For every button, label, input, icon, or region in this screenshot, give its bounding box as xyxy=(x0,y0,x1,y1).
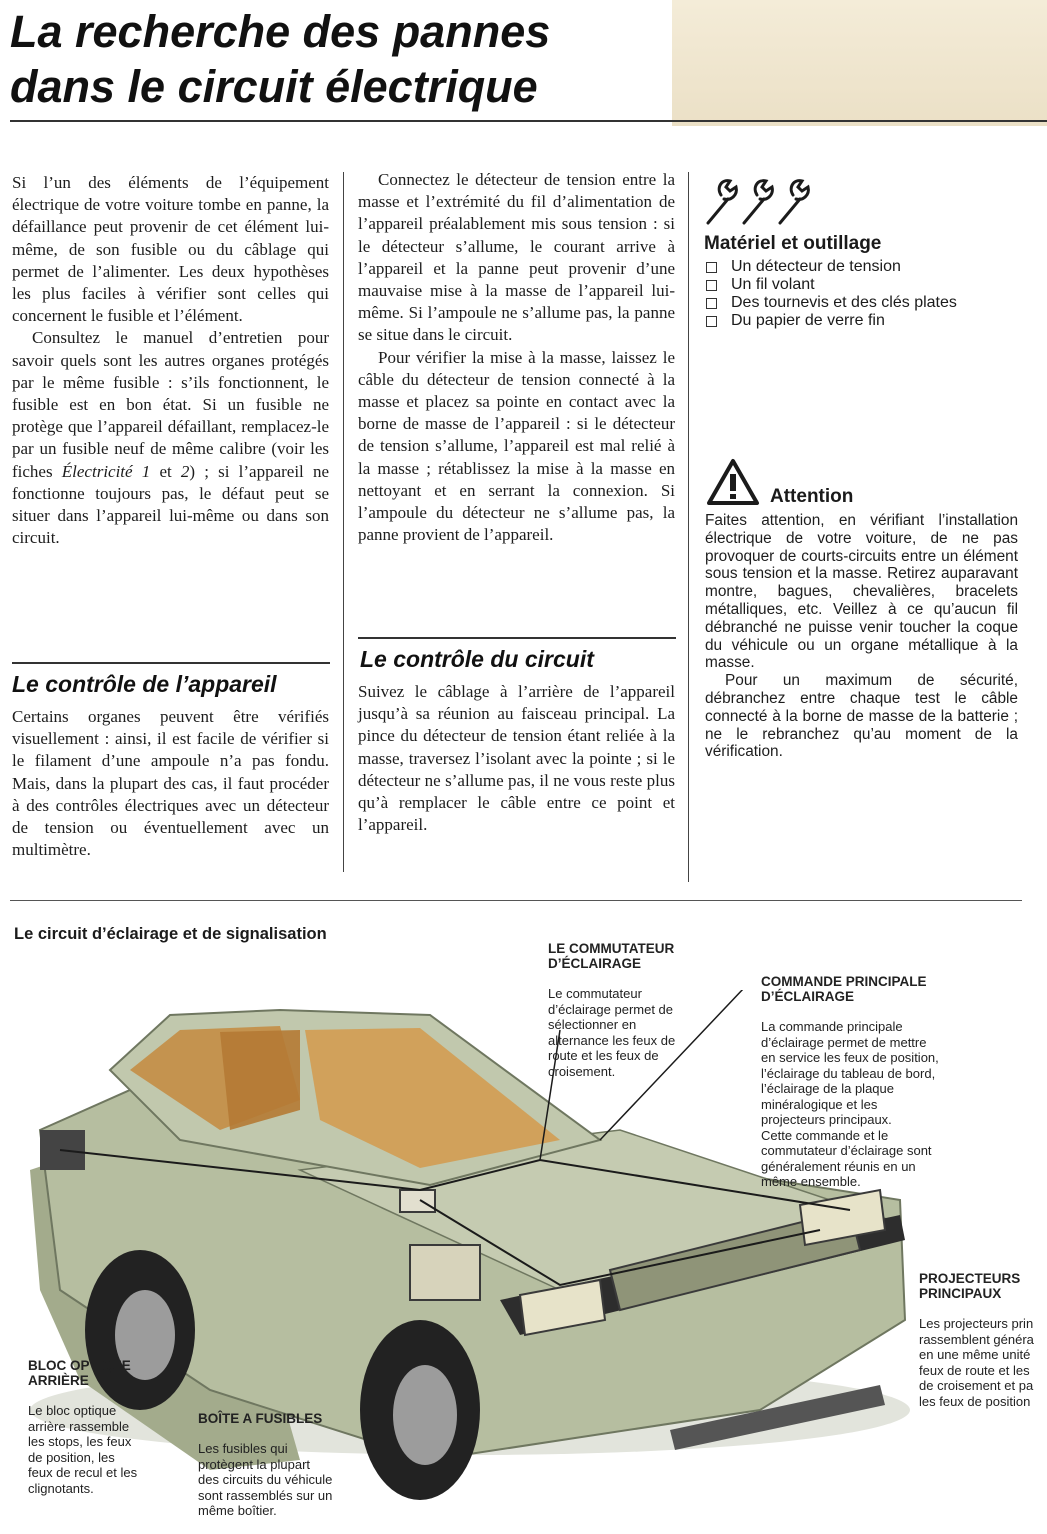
tools-heading: Matériel et outillage xyxy=(704,233,882,254)
tools-checklist xyxy=(706,258,957,330)
checklist-item: Un détecteur de tension xyxy=(706,258,957,276)
figure-title: Le circuit d’éclairage et de signalisation xyxy=(14,925,327,943)
checklist-item: Un fil volant xyxy=(706,276,957,294)
paragraph: Connectez le détecteur de tension entre la masse et l’extrémité du fil d’alimentation de l’appareil préalablement mis sous tension : si le détecteur s’allume, le courant arrive à l’appareil et la panne peut provenir d’une mauvaise mise à la masse de l’appareil lui-même. Si l’ampoule ne s’allume pas, la panne se situe dans le circuit. xyxy=(358,170,675,345)
title-line-1: La recherche des pannes xyxy=(10,6,551,57)
figure-divider xyxy=(10,900,1022,901)
column-divider xyxy=(688,172,689,882)
column-1-intro xyxy=(12,172,329,549)
paragraph: Consultez le manuel d’entretien pour savoir quels sont les autres organes protégés par le même fusible : s’ils fonctionnent, le fusible est en bon état. Si un fusible ne protège que l’appareil défaillant, remplacez-le par un fusible neuf de même calibre (voir les fiches Électricité 1 et 2) ; si l’appareil ne fonctionne toujours pas, le défaut peut se situer dans l’appareil lui-même ou dans son circuit. xyxy=(12,328,329,548)
column-2-circuit xyxy=(358,681,675,836)
checklist-item: Des tournevis et des clés plates xyxy=(706,294,957,312)
paragraph: Pour un maximum de sécurité, débranchez entre chaque test le câble connecté à la borne de masse de la batterie ; ne le rebranchez qu’au moment de la vérification. xyxy=(705,672,1018,761)
fiche-reference: Électricité 1 xyxy=(61,461,151,481)
paragraph: Pour vérifier la mise à la masse, laissez le câble du détecteur de tension connecté à la masse et placez sa pointe en contact avec la borne de masse de l’appareil : si le détecteur de tension s’allume, l’appareil est mal relié à la masse ; rétablissez la mise à la masse en nettoyant et en serrant la connexion. Si l’ampoule du détecteur ne s’allume pas, la panne provient de l’appareil. xyxy=(358,347,675,545)
page-corner-tab xyxy=(672,0,1047,126)
checkbox-icon xyxy=(706,298,717,309)
checklist-item: Du papier de verre fin xyxy=(706,312,957,330)
column-2-detecteur xyxy=(358,169,675,546)
paragraph: Certains organes peuvent être vérifiés visuellement : ainsi, il est facile de vérifier si le filament d’une ampoule n’a pas fondu. Mais, dans la plupart des cas, il faut procéder à des contrôles électriques avec un détecteur de tension ou éventuellement avec un multimètre. xyxy=(12,707,329,860)
fiche-reference: 2 xyxy=(180,461,190,481)
callout-commande: COMMANDE PRINCIPALE D’ÉCLAIRAGE La commande principale d’éclairage permet de mettre en service les feux de position, l’éclairage du tableau de bord, l’éclairage de la plaque minéralogique et les projecteurs principaux. Cette commande et le commutateur d’éclairage sont généralement réunis en un même ensemble. xyxy=(761,973,939,1189)
checkbox-icon xyxy=(706,316,717,327)
attention-heading: Attention xyxy=(770,486,854,507)
wrenches-icon xyxy=(704,175,824,227)
section-rule xyxy=(12,662,330,664)
paragraph: Si l’un des éléments de l’équipement électrique de votre voiture tombe en panne, la défaillance peut provenir de cet élément lui-même, de son fusible ou du câblage qui permet de l’alimenter. Les deux hypothèses les plus faciles à vérifier sont celles qui concernent le fusible et l’élément. xyxy=(12,173,329,326)
section-rule xyxy=(358,637,676,639)
page-title xyxy=(10,4,550,114)
paragraph: Suivez le câblage à l’arrière de l’appareil jusqu’à sa réunion au faisceau principal. La pince du détecteur de tension étant reliée à la masse, traversez l’isolant avec la pointe ; si le détecteur ne s’allume pas, il ne vous reste plus qu’à remplacer le câble entre ce point et l’appareil. xyxy=(358,682,675,835)
section-heading-circuit: Le contrôle du circuit xyxy=(360,646,594,672)
title-divider xyxy=(10,120,1047,122)
callout-commutateur: LE COMMUTATEUR D’ÉCLAIRAGE Le commutateur d’éclairage permet de sélectionner en alternance les feux de route et les feux de croisement. xyxy=(548,940,676,1079)
column-divider xyxy=(343,172,344,872)
paragraph: Faites attention, en vérifiant l’installation électrique de votre voiture, de ne pas provoquer de courts-circuits entre un élément sous tension et la masse. Retirez auparavant montre, bagues, chevalières, bracelets métalliques, etc. Veillez à ce qu’aucun fil débranché ne puisse venir toucher la coque du véhicule ou un organe métallique à la masse. xyxy=(705,512,1018,672)
column-1-appareil xyxy=(12,706,329,861)
warning-triangle-icon xyxy=(706,458,760,506)
checkbox-icon xyxy=(706,262,717,273)
section-heading-appareil: Le contrôle de l’appareil xyxy=(12,671,277,697)
callout-bloc-optique: BLOC OPTIQUE ARRIÈRE Le bloc optique arrière rassemble les stops, les feux de position, les feux de recul et les clignotants. xyxy=(28,1357,138,1496)
checkbox-icon xyxy=(706,280,717,291)
attention-text xyxy=(705,512,1018,761)
callout-boite-fusibles: BOÎTE A FUSIBLES Les fusibles qui protègent la plupart des circuits du véhicule sont rassemblés sur un même boîtier. xyxy=(198,1410,333,1518)
callout-projecteurs: PROJECTEURS PRINCIPAUX Les projecteurs prin rassemblent généra en une même unité feux de route et les de croisement et pa les feux de position xyxy=(919,1270,1034,1409)
title-line-2: dans le circuit électrique xyxy=(10,61,538,112)
